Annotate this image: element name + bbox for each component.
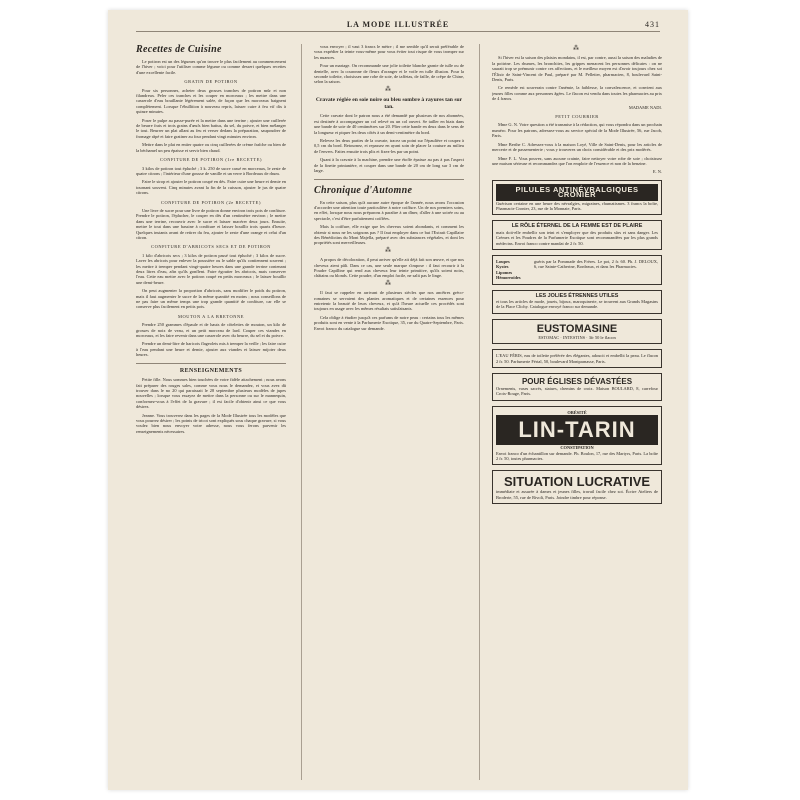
paragraph: vous envoyer ; il vaut 3 francs le mètre ; il me semble qu'il serait préférable de vous expédier la teinte vous-même pour vous éviter tout risque de vous tromper sur les nuances.	[314, 44, 464, 60]
advertisement-lin-tarin	[492, 406, 662, 466]
section-title-recettes: Recettes de Cuisine	[136, 44, 222, 55]
column-rule	[479, 44, 480, 780]
ad-text: et tous les articles de mode, jouets, bijoux, maroquinerie, se trouvent aux Grands Magasins de la Place Clichy. Catalogue envoyé franco sur demande.	[496, 299, 658, 310]
section-title-renseignements: RENSEIGNEMENTS	[179, 367, 243, 374]
paragraph: Quant à la cravate à la machine, prendre une étoffe épaisse au pas à pas l'aspect de la finette printanière, et couper dans une bande de 20 cm de long sur 3 cm de large.	[314, 157, 464, 174]
recipe-subtitle: GRATIN DE POTIRON	[184, 79, 238, 85]
column-rule	[301, 44, 302, 780]
article-headline: Cravate réglée en soie noire ou bleu sombre à rayures tan sur tan.	[315, 97, 463, 110]
paragraph: Mais la coiffure, elle exige que les cheveux soient abondants, et comment les obtenir si nous ne les soignons pas ? Il faut employer dans ce but l'Extrait Capillaire des Bénédictins du Mont Majella, préparé avec des substances végétales, et dont les propriétés sont merveilleuses.	[314, 224, 464, 246]
ornament: ⁂	[573, 46, 581, 52]
column-2	[314, 44, 464, 780]
recipe-subtitle: CONFITURE D'ABRICOTS SECS ET DE POTIRON	[151, 244, 271, 250]
paragraph: Cette cravate dont le patron nous a été demandé par plusieurs de nos abonnées, est destinée à accompagner un col relevé ou un col ouvert. Se tailler en biais dans une bande de soie de 40 centimètres sur 20. Plier cette bande en deux dans le sens de la longueur et piquer les deux côtés à un demi-centimètre du bord.	[314, 113, 464, 135]
ad-text: Envoi franco d'un échantillon sur demande. Ph. Boulon, 17, rue des Martyrs, Paris. La boîte 2 fr. 50, toutes pharmacies.	[496, 450, 658, 462]
paragraph: Cela oblige à étudier jusqu'à ces parfums de notre peau : certains tous les mêmes produits sont en vente à la Parfumerie Exotique, 35, rue du Quatre-Septembre, Paris. Envoi franco du catalogue sur demande.	[314, 314, 464, 331]
paragraph: Il faut se rappeler en arrivant de plusieurs siècles que nos ancêtres gréco-romaines se servaient des plantes aromatiques et de certaines essences pour entretenir la beauté de leurs cheveux, et qu'à l'heure actuelle ces procédés sont toujours en usage avec les mêmes résultats satisfaisants.	[314, 290, 464, 312]
advertisement-eau-feris	[492, 349, 662, 368]
ad-label: OBÉSITÉ	[567, 409, 587, 415]
paragraph: Prendre un demi-litre de haricots flageolets mis à tremper la veille ; les faire cuire à l'eau pendant une heure et demie, ajouter aux viandes et laisser mijoter deux heures.	[136, 341, 286, 358]
paragraph: Faire le sirop et ajouter le potiron coupé en dés. Faire cuire une heure et demie en tournant souvent. Cinq minutes avant la fin de la cuisson, ajouter le jus de quatre citrons.	[136, 179, 286, 196]
recipe-subtitle: CONFITURE DE POTIRON (1re RECETTE)	[159, 157, 263, 163]
ad-label: CONSTIPATION	[560, 445, 594, 451]
page-header	[136, 18, 660, 32]
advertisement-situation	[492, 470, 662, 504]
paragraph: 3 kilos de potiron tout épluché ; 3 k. 250 de sucre cassé en morceaux, le zeste de quatre citrons ; l'intérieur d'une gousse de vanille et un verre à Bordeaux de rhum.	[136, 165, 286, 176]
advertisement-eglises	[492, 373, 662, 401]
advertisement-etrennes	[492, 290, 662, 314]
paragraph: Jeanne. Vous trouverez dans les pages de la Mode Illustrée tous les modèles que vous pourrez désirer ; les points de tricot sont expliqués sous chaque gravure, si vous voulez bien nous envoyer votre adresse, nous vous ferons parvenir les renseignements nécessaires.	[136, 412, 286, 434]
paragraph: Si l'hiver est la saison des plaisirs mondains, il est, par contre, aussi la saison des maladies de la poitrine. Les rhumes, les bronchites, les grippes menacent les personnes délicates : on ne saurait trop se prémunir contre ces affections, et le meilleur moyen est d'avoir toujours chez soi l'Élixir de Saint-Vincent de Paul, préparé par M. Pelletier, pharmacien, 8, boulevard Saint-Denis, Paris.	[492, 55, 662, 83]
ad-headline: SITUATION LUCRATIVE	[503, 474, 651, 490]
paragraph: Pour six personnes, acheter deux grosses tranches de potiron mûr et non filandreux. Peler ces tranches et les couper en morceaux ; les mettre dans une casserole d'eau bouillante légèrement salée, de façon que les morceaux baignent complètement. Lorsque l'ébullition à nouveau repris, laisser cuire à feu vif dix à quinze minutes.	[136, 87, 286, 115]
ad-headline: POUR ÉGLISES DÉVASTÉES	[521, 377, 633, 387]
magazine-title: LA MODE ILLUSTRÉE	[346, 20, 450, 29]
ad-text: ESTOMAC · INTESTINS · 3fr 50 le flacon	[538, 334, 616, 340]
advertisement-eustomasine	[492, 319, 662, 344]
paragraph: Mme F. L. Vous pouvez, sans aucune crainte, faire nettoyer votre robe de soie ; choisissez une maison sérieuse et recommandez que l'on emploie de l'essence et non de la benzine.	[492, 155, 662, 166]
ad-headline: LE RÔLE ÉTERNEL DE LA FEMME EST DE PLAIRE	[511, 223, 643, 230]
divider	[314, 179, 464, 180]
section-title-chronique: Chronique d'Automne	[314, 184, 413, 196]
ad-text: Ornements, vases sacrés, statues, chemins de croix. Maison BOULARD, 8, carrefour Croix-Rouge, Paris.	[496, 386, 658, 397]
ornament: ⁂	[385, 280, 393, 287]
ad-text: mais doit-elle embellir son teint et s'employer que des produits sûrs et sans danger. Les Crèmes et les Poudres de la Parfumerie Exotique sont recommandées par les plus grands médecins. Envoi franco contre mandat de 2 fr. 50.	[496, 229, 658, 246]
paragraph: Mettre dans le plat en entier quatre ou cinq cuillerées de crème fraîche ou bien de la béchamel un peu épaisse et servir bien chaud.	[136, 142, 286, 153]
divider	[136, 363, 286, 364]
advertisement-cronier	[492, 180, 662, 216]
ad-text: L'EAU FÉRIS, eau de toilette préférée des élégantes, adoucit et embellit la peau. Le flacon 2 fr. 50. Parfumerie Férial, 50, boulevard Montparnasse, Paris.	[496, 353, 658, 364]
column-3	[492, 44, 662, 780]
ad-brand: EUSTOMASINE	[536, 322, 618, 335]
paragraph: On peut augmenter la proportion d'abricots, sans modifier le poids du potiron, mais il faut augmenter le sucre de la même quantité en moins ; nous conseillons de ne pas faire un même temps une trop grande quantité de confiture, car elle se conserve plus facilement en petits pots.	[136, 288, 286, 310]
paragraph: Ce remède est souverain contre l'anémie, la faiblesse, la convalescence, et convient aux jeunes filles comme aux personnes âgées. Le flacon est vendu dans toutes les pharmacies au prix de 4 francs.	[492, 85, 662, 102]
paragraph: Le potiron est un des légumes qu'on trouve le plus facilement au commencement de l'hiver ; voici pour l'utiliser comme légume ou comme dessert quelques recettes d'une excellente facile.	[136, 59, 286, 75]
advertisement-pommade	[492, 255, 662, 285]
recipe-subtitle: CONFITURE DE POTIRON (2e RECETTE)	[160, 199, 262, 205]
section-subtitle-courrier: PETIT COURRIER	[555, 114, 599, 120]
paragraph: Mme G. N. Votre question a été transmise à la rédaction, qui vous répondra dans un prochain numéro. Pour les patrons, adressez-vous au service spécial de la Mode Illustrée, 56, rue Jacob, Paris.	[492, 122, 662, 139]
ornament: ⁂	[385, 86, 393, 93]
paragraph: Poser le pulpe au passe-purée et la mettre dans une terrine ; ajouter une cuillerée de beurre frais et trois grains d'œufs bien battus, du sel, du poivre, et bien mélanger le tout. Beurrer un plat allant au feu et verser dedans la préparation, saupoudrer de fromage râpé et faire gratiner au four pendant vingt minutes environ.	[136, 117, 286, 139]
paragraph: A propos de décoloration, il peut arriver qu'elle ait déjà fait son œuvre, et que nos cheveux aient pâli. Dans ce cas, une seule marque s'impose : il faut recourir à la Poudre Capilline qui rend aux cheveux leur teinte primitive, qu'ils soient noirs, châtains ou blonds. Cette poudre, d'un emploi facile, ne salit pas le linge.	[314, 257, 464, 279]
paragraph: Relevez les deux parties de la cravate, tracez un point sur l'épaulière et coupez à 0,5 cm du bord. Retournez, et repassez en ayant soin de placer la couture au milieu de l'envers. Faites ensuite trois plis et fixez-les par un point.	[314, 138, 464, 154]
recipe-subtitle: MOUTON A LA BRETONNE	[177, 313, 245, 319]
ad-text: immédiate et assurée à dames et jeunes filles, travail facile chez soi. Écrire Ateliers de Broderie, 55, rue de Rivoli, Paris. Joindre timbre pour réponse.	[496, 489, 658, 500]
ad-brand: LIN-TARIN	[496, 415, 658, 445]
ornament: ⁂	[385, 247, 393, 254]
signature: E. N.	[652, 169, 662, 175]
paragraph: En cette saison, plus qu'à aucune autre époque de l'année, nous avons l'occasion d'accorder une attention toute particulière à notre coiffure. Un de nos premiers soins, en effet, lorsque nous nous préparons à paraître à un dîner, d'aller à une soirée ou au spectacle, c'est d'être parfaitement coiffées.	[314, 199, 464, 221]
ad-text: guéris par la Pommade des Frères. Le pot, 2 fr. 60. Ph. J. DELOUX, 6, rue Sainte-Catherine, Bordeaux, et dans les Pharmacies.	[534, 258, 658, 270]
ad-text: Guérison certaine en une heure des névralgies, migraines, rhumatismes. 3 francs la boîte, Pharmacie Cronier, 23, rue de la Monnaie, Paris.	[496, 200, 658, 211]
advertisement-plaire	[492, 220, 662, 250]
ad-headline: PILULES ANTINÉVRALGIQUES CRONIER	[496, 184, 658, 201]
page-number: 431	[645, 20, 660, 29]
ad-headline: LES JOLIES ÉTRENNES UTILES	[535, 292, 619, 299]
paragraph: Prendre 250 grammes d'épaule et de hauts de côtelettes de mouton, un kilo de grosses de noix de veau, et un petit morceau de lard. Couper ces viandes en morceaux, et les faire revenir dans une casserole avec du beurre, du sel et du poivre.	[136, 322, 286, 339]
signature: MADAME NADI.	[628, 104, 662, 110]
column-1	[136, 44, 286, 780]
paragraph: Pour un mariage. On recommande une jolie toilette blanche garnie de tulle ou de dentelle, avec la couronne de fleurs d'oranger et le voile en tulle illusion. Pour la seconde toilette, choisissez une robe de soie, de taffetas, de faille, de crêpe de Chine, selon la saison.	[314, 63, 464, 85]
ad-conditions: Loupes Kystes Lipomes Hémorroïdes	[496, 258, 521, 281]
paragraph: 1 kilo d'abricots secs ; 3 kilos de potiron passé tout épluché ; 3 kilos de sucre. Laver les abricots pour enlever la poussière ou le sable qu'ils contiennent souvent ; les mettre à tremper pendant vingt-quatre heures dans une grande terrine contenant deux litres d'eau, afin qu'ils gonflent. Faire égoutter les abricots, mais conserver l'eau. Cette eau mettre avec le potiron coupé en petits morceaux ; le laisser bouillir une demi-heure.	[136, 252, 286, 285]
paragraph: Petite fille. Nous sommes bien touchées de votre fidèle attachement ; nous avons fait préparer des rouges sales, comme vous nous le demandez, et vous avez dû trouver dans le no 20 qui paraissait le 28 septembre plusieurs modèles de jupes nouvelles ; lorsque vous essayez de mettre dans la personne ou sur le mannequin, conformez-vous à l'effet de la gravure ; il est facile d'obtenir ainsi ce que vous désirez.	[136, 377, 286, 410]
newspaper-page	[108, 10, 688, 790]
paragraph: Mme Berthe C. Adressez-vous à la maison Loyé, Ville de Saint-Denis, pour les articles de mercerie et de passementerie ; vous y trouverez un choix considérable et des prix modérés.	[492, 141, 662, 153]
paragraph: Une livre de sucre pour une livre de potiron donne environ trois pots de confiture. Prendre le potiron, l'éplucher, le couper en dés d'un centimètre environ ; le mettre dans une terrine, recouvrir avec le sucre et laisser macérer deux jours. Ensuite, mettre le tout dans une bassine à confiture et laisser bouillir trois quarts d'heure. Quelques instants avant de retirer du feu, ajouter le zeste d'une orange et celui d'un citron.	[136, 207, 286, 240]
